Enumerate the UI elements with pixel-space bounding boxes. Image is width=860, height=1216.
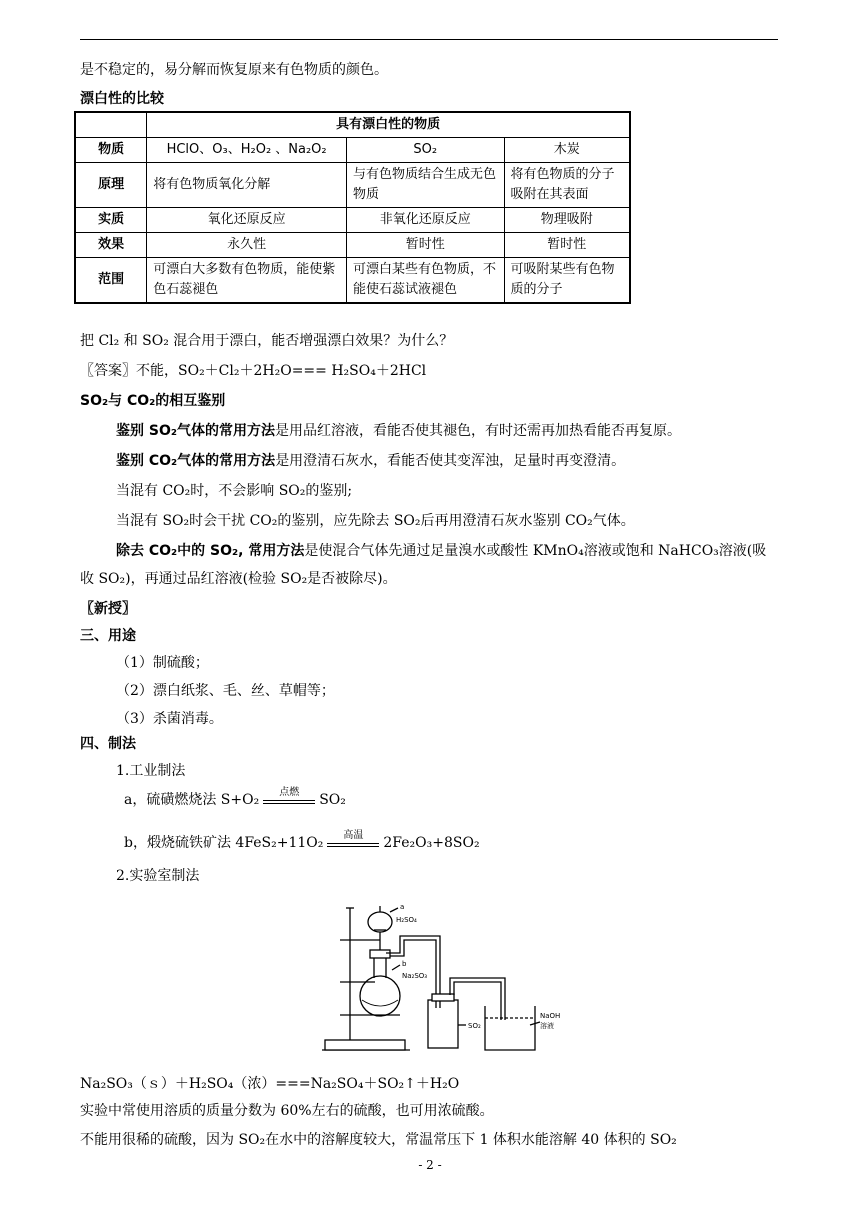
use-item: （1）制硫酸；: [116, 655, 209, 671]
section-uses-title: 三、用途: [80, 628, 136, 644]
reaction-arrow: [263, 787, 315, 807]
label-b: b: [402, 960, 407, 968]
lab-apparatus-diagram: [320, 900, 570, 1055]
method-a-reactants: a，硫磺燃烧法 S+O₂: [124, 792, 260, 808]
row-label: 原理: [75, 163, 147, 208]
table-cell: 可吸附某些有色物质的分子: [504, 258, 630, 304]
remove-so2-line-2: 收 SO₂)，再通过品红溶液(检验 SO₂是否被除尽)。: [80, 571, 397, 587]
table-cell: 暂时性: [346, 233, 504, 258]
section-identify-title: SO₂与 CO₂的相互鉴别: [80, 393, 226, 409]
table-cell: 永久性: [147, 233, 347, 258]
page-number: - 2 -: [418, 1158, 442, 1172]
method-b-reactants: b，煅烧硫铁矿法 4FeS₂+11O₂: [124, 835, 324, 851]
label-so2: SO₂: [468, 1022, 481, 1030]
reaction-condition: 高温: [343, 830, 364, 841]
label-na2so3: Na₂SO₃: [402, 972, 428, 980]
table-cell: 可漂白大多数有色物质，能使紫色石蕊褪色: [147, 258, 347, 304]
remove-so2-line: [116, 541, 766, 561]
method-b-line: [124, 830, 480, 853]
table-cell: 非氧化还原反应: [346, 208, 504, 233]
label-h2so4: H₂SO₄: [396, 916, 417, 924]
identify-so2-rest: 是用品红溶液，看能否使其褪色，有时还需再加热看能否再复原。: [275, 423, 681, 439]
header-rule: [80, 39, 778, 40]
identify-line-4: 当混有 SO₂时会干扰 CO₂的鉴别，应先除去 SO₂后再用澄清石灰水鉴别 CO₂气体。: [116, 513, 635, 529]
method-a-line: [124, 787, 346, 810]
table-row: [75, 233, 630, 258]
row-label: 效果: [75, 233, 147, 258]
answer-line: 〖答案〗不能，SO₂＋Cl₂＋2H₂O=== H₂SO₄＋2HCl: [80, 363, 427, 379]
method-b-product: 2Fe₂O₃+8SO₂: [383, 835, 480, 851]
label-solution: 溶液: [540, 1022, 554, 1030]
table-title: 漂白性的比较: [80, 91, 164, 107]
new-lesson-label: 〖新授〗: [80, 601, 136, 617]
use-item: （2）漂白纸浆、毛、丝、草帽等；: [116, 683, 335, 699]
apparatus-drawing: [322, 906, 540, 1050]
table-cell: 与有色物质结合生成无色物质: [346, 163, 504, 208]
table-cell: 暂时性: [504, 233, 630, 258]
lab-equation: Na₂SO₃（ｓ）＋H₂SO₄（浓）===Na₂SO₄＋SO₂↑＋H₂O: [80, 1076, 460, 1092]
table-cell: 将有色物质氧化分解: [147, 163, 347, 208]
identify-so2-bold: 鉴别 SO₂气体的常用方法: [116, 423, 275, 439]
remove-so2-bold: 除去 CO₂中的 SO₂, 常用方法: [116, 543, 305, 559]
remove-so2-rest: 是使混合气体先通过足量溴水或酸性 KMnO₄溶液或饱和 NaHCO₃溶液(吸: [304, 543, 767, 559]
intro-line: 是不稳定的，易分解而恢复原来有色物质的颜色。: [80, 62, 388, 78]
row-label: 范围: [75, 258, 147, 304]
identify-co2-bold: 鉴别 CO₂气体的常用方法: [116, 453, 276, 469]
table-row: [75, 258, 630, 304]
label-a: a: [400, 903, 405, 911]
table-header-cell: 具有漂白性的物质: [147, 112, 630, 138]
table-row: [75, 138, 630, 163]
identify-line-3: 当混有 CO₂时，不会影响 SO₂的鉴别;: [116, 483, 353, 499]
row-label: 物质: [75, 138, 147, 163]
reaction-condition: 点燃: [279, 787, 300, 798]
bleaching-comparison-table: [74, 111, 631, 304]
method-a-product: SO₂: [319, 792, 346, 808]
table-corner-cell: [75, 112, 147, 138]
question-line: 把 Cl₂ 和 SO₂ 混合用于漂白，能否增强漂白效果？为什么？: [80, 333, 454, 349]
row-label: 实质: [75, 208, 147, 233]
table-cell: 可漂白某些有色物质，不能使石蕊试液褪色: [346, 258, 504, 304]
table-cell: HClO、O₃、H₂O₂ 、Na₂O₂: [147, 138, 347, 163]
identify-co2-line: [116, 451, 625, 471]
label-naoh: NaOH: [540, 1012, 561, 1020]
identify-so2-line: [116, 421, 681, 441]
table-row: [75, 208, 630, 233]
reaction-arrow: [327, 830, 379, 850]
section-methods-title: 四、制法: [80, 736, 136, 752]
table-cell: 将有色物质的分子吸附在其表面: [504, 163, 630, 208]
use-item: （3）杀菌消毒。: [116, 711, 223, 727]
table-cell: 木炭: [504, 138, 630, 163]
table-cell: 物理吸附: [504, 208, 630, 233]
table-cell: 氧化还原反应: [147, 208, 347, 233]
industrial-method-title: 1.工业制法: [116, 763, 186, 779]
table-header-row: [75, 112, 630, 138]
note-line-2: 不能用很稀的硫酸，因为 SO₂在水中的溶解度较大，常温常压下 1 体积水能溶解 40 体积的 SO₂: [80, 1132, 677, 1148]
note-line-1: 实验中常使用溶质的质量分数为 60%左右的硫酸，也可用浓硫酸。: [80, 1103, 494, 1119]
table-row: [75, 163, 630, 208]
identify-co2-rest: 是用澄清石灰水，看能否使其变浑浊，足量时再变澄清。: [275, 453, 626, 469]
table-cell: SO₂: [346, 138, 504, 163]
lab-method-title: 2.实验室制法: [116, 868, 200, 884]
